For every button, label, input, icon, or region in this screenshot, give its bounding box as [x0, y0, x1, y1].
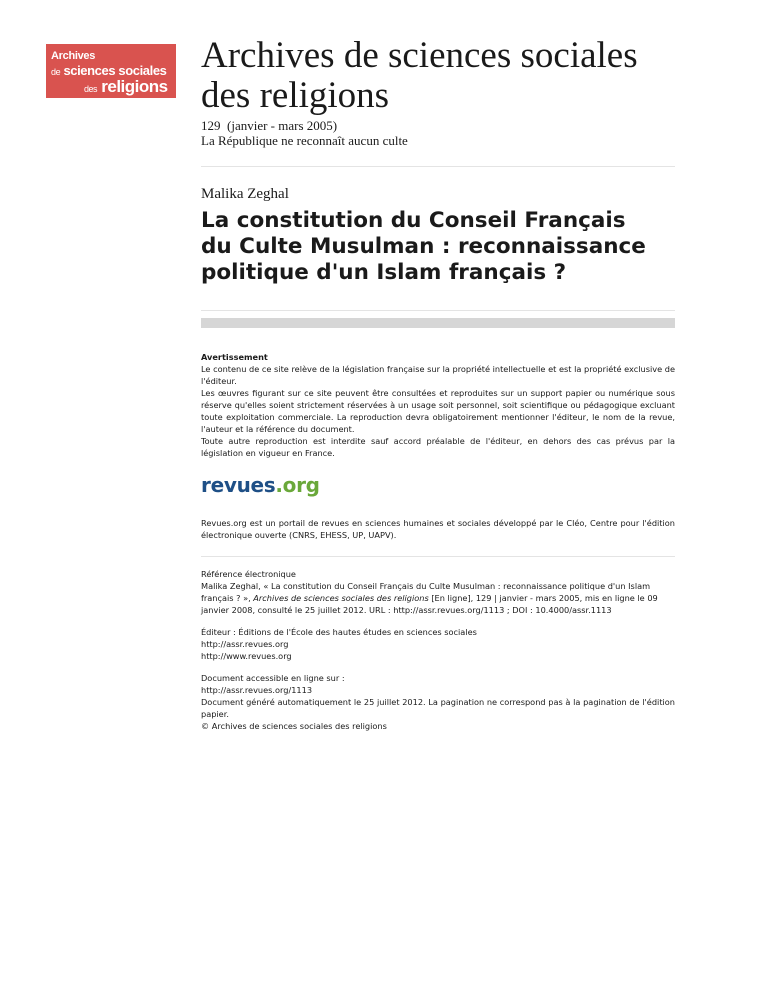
logo-line3-prefix: des [84, 84, 98, 94]
journal-title-line2: des religions [201, 75, 390, 116]
article-author: Malika Zeghal [201, 186, 289, 202]
warning-p1: Le contenu de ce site relève de la législation française sur la propriété intellectuelle et est la propriété exclusive de l'éditeur. [201, 364, 675, 386]
journal-logo [46, 44, 176, 98]
reference-block [201, 568, 675, 616]
warning-block [201, 351, 675, 459]
reference-journal: Archives de sciences sociales des religions [253, 593, 429, 603]
article-title-line2: du Culte Musulman : reconnaissance [201, 234, 646, 259]
reference-pre: Malika Zeghal, « La constitution du Conseil Français du Culte Musulman : reconnaissance politique d'un Islam français ? », [201, 581, 651, 603]
document-generated: Document généré automatiquement le 25 juillet 2012. La pagination ne correspond pas à la pagination de l'édition papier. [201, 697, 675, 719]
issue-number: 129 (janvier - mars 2005) [201, 118, 338, 133]
publisher-line1: Éditeur : Éditions de l'École des hautes études en sciences sociales [201, 627, 477, 637]
document-url[interactable]: http://assr.revues.org/1113 [201, 685, 313, 695]
gray-bar [201, 318, 675, 328]
revues-logo-part2: .org [275, 473, 320, 497]
logo-line1: Archives [51, 50, 96, 62]
document-copyright: © Archives de sciences sociales des religions [201, 721, 387, 731]
article-title-line3: politique d'un Islam français ? [201, 260, 567, 285]
portal-description: Revues.org est un portail de revues en sciences humaines et sociales développé par le Cléo, Centre pour l'édition électronique ouverte (CNRS, EHESS, UP, UAPV). [201, 518, 675, 540]
logo-line2 [51, 64, 167, 77]
divider [201, 556, 675, 557]
publisher-url2[interactable]: http://www.revues.org [201, 651, 292, 661]
logo-line2-prefix: de [51, 67, 61, 77]
reference-heading: Référence électronique [201, 569, 296, 579]
journal-title [201, 36, 721, 116]
journal-title-line1: Archives de sciences sociales [201, 35, 638, 76]
warning-p2: Les œuvres figurant sur ce site peuvent être consultées et reproduites sur un support papier ou numérique sous réserve qu'elles soient strictement réservées à un usage soit personnel, soit scientifique ou pédagogique excluant toute exploitation commerciale. La reproduction devra obligatoirement mentionner l'éditeur, le nom de la revue, l'auteur et la référence du document. [201, 388, 675, 434]
logo-line2-main: sciences sociales [63, 63, 167, 78]
logo-line3-main: religions [101, 77, 168, 96]
revues-logo [201, 473, 320, 497]
document-block [201, 672, 675, 732]
divider [201, 166, 675, 167]
publisher-url1[interactable]: http://assr.revues.org [201, 639, 289, 649]
issue-info [201, 118, 408, 148]
warning-heading: Avertissement [201, 352, 268, 362]
publisher-block [201, 626, 675, 662]
issue-theme: La République ne reconnaît aucun culte [201, 133, 408, 148]
warning-p3: Toute autre reproduction est interdite sauf accord préalable de l'éditeur, en dehors des cas prévus par la législation en vigueur en France. [201, 436, 675, 458]
logo-line3 [84, 78, 168, 95]
revues-logo-part1: revues [201, 473, 276, 497]
reference-post: [En ligne], 129 | janvier - mars 2005, mis en ligne le 09 janvier 2008, consulté le 25 juillet 2012. URL : http://assr.revues.org/1113 ; DOI : 10.4000/assr.1113 [201, 593, 658, 615]
divider [201, 310, 675, 311]
article-title-line1: La constitution du Conseil Français [201, 208, 626, 233]
document-line1: Document accessible en ligne sur : [201, 673, 345, 683]
reference-citation [201, 580, 675, 616]
article-title [201, 208, 675, 286]
